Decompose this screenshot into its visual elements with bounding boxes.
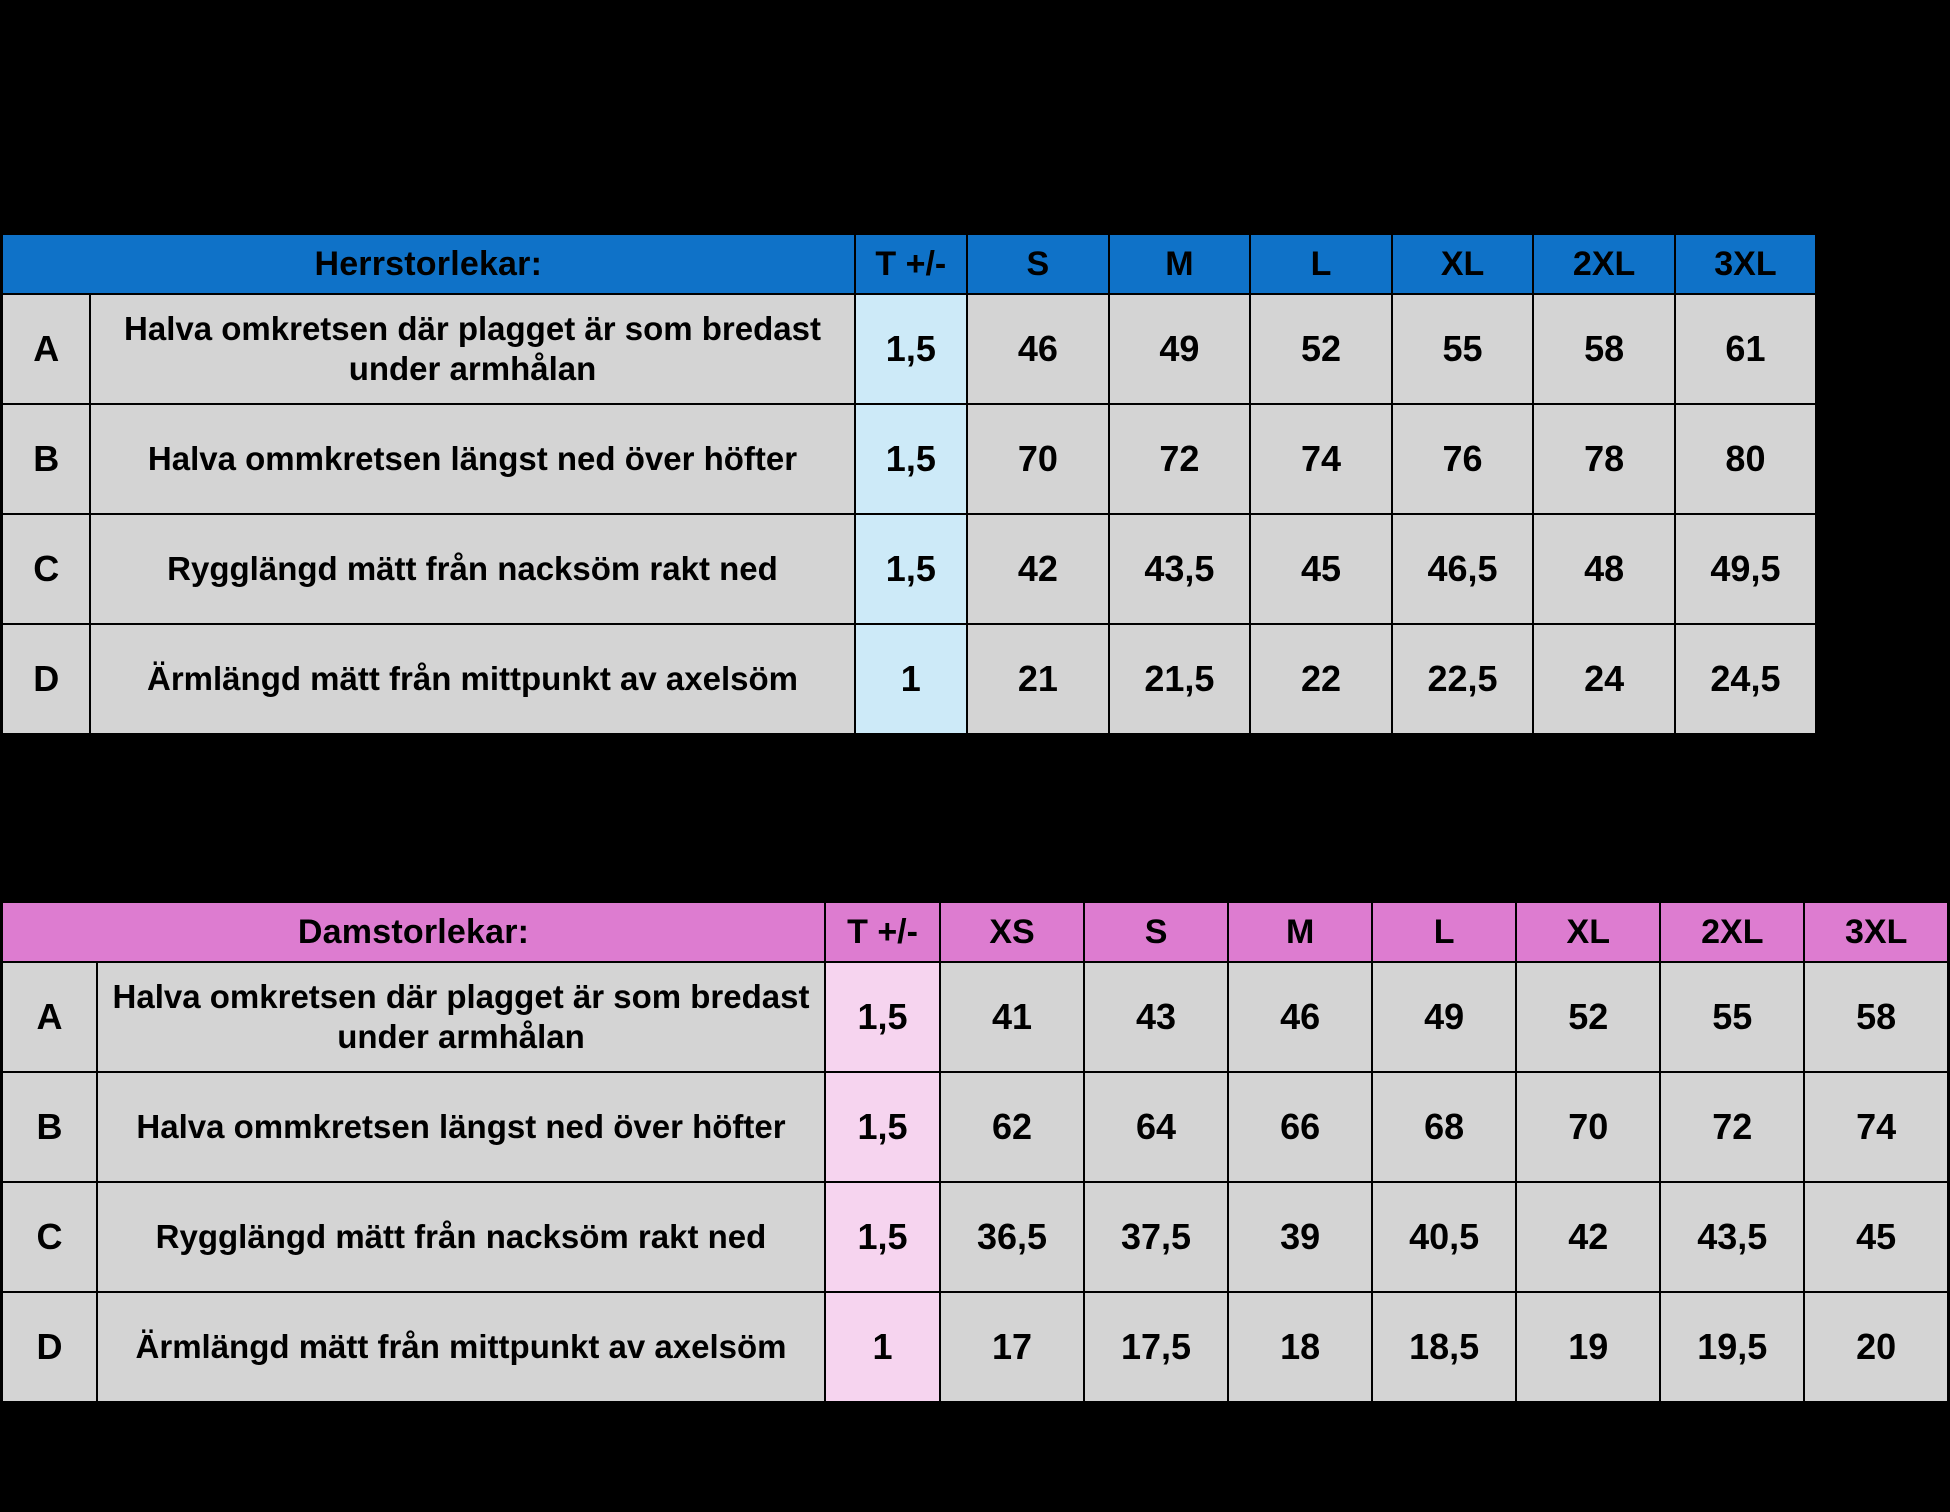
tolerance-value: 1,5 (825, 1182, 940, 1292)
measurement-description: Rygglängd mätt från nacksöm rakt ned (90, 514, 854, 624)
measurement-value: 45 (1804, 1182, 1948, 1292)
tolerance-value: 1,5 (855, 514, 968, 624)
measurement-letter: A (2, 294, 91, 404)
measurement-value: 21 (967, 624, 1109, 735)
womens-size-table (0, 900, 1950, 1404)
measurement-value: 43,5 (1109, 514, 1251, 624)
measurement-value: 17 (940, 1292, 1084, 1403)
measurement-value: 43,5 (1660, 1182, 1804, 1292)
measurement-value: 24,5 (1675, 624, 1817, 735)
measurement-value: 43 (1084, 962, 1228, 1072)
measurement-value: 61 (1675, 294, 1817, 404)
measurement-value: 52 (1516, 962, 1660, 1072)
tolerance-value: 1,5 (855, 404, 968, 514)
measurement-value: 42 (967, 514, 1109, 624)
size-column-header: XS (940, 902, 1084, 963)
womens-size-table-container (0, 900, 1950, 1404)
size-column-header: S (1084, 902, 1228, 963)
measurement-value: 42 (1516, 1182, 1660, 1292)
tolerance-column-header: T +/- (855, 234, 968, 295)
tolerance-value: 1 (825, 1292, 940, 1403)
measurement-value: 58 (1804, 962, 1948, 1072)
measurement-value: 70 (1516, 1072, 1660, 1182)
table-header-row (2, 234, 1817, 295)
measurement-value: 76 (1392, 404, 1534, 514)
measurement-value: 22 (1250, 624, 1392, 735)
measurement-value: 17,5 (1084, 1292, 1228, 1403)
measurement-description: Halva ommkretsen längst ned över höfter (90, 404, 854, 514)
size-column-header: 3XL (1804, 902, 1948, 963)
measurement-value: 74 (1804, 1072, 1948, 1182)
measurement-value: 19 (1516, 1292, 1660, 1403)
measurement-value: 64 (1084, 1072, 1228, 1182)
measurement-value: 72 (1660, 1072, 1804, 1182)
table-row (2, 514, 1817, 624)
size-column-header: M (1109, 234, 1251, 295)
measurement-value: 18 (1228, 1292, 1372, 1403)
measurement-value: 36,5 (940, 1182, 1084, 1292)
measurement-letter: B (2, 404, 91, 514)
measurement-description: Ärmlängd mätt från mittpunkt av axelsöm (90, 624, 854, 735)
table-row (2, 962, 1949, 1072)
tolerance-value: 1,5 (855, 294, 968, 404)
tolerance-value: 1,5 (825, 962, 940, 1072)
size-column-header: 2XL (1533, 234, 1675, 295)
measurement-value: 55 (1392, 294, 1534, 404)
measurement-letter: C (2, 1182, 97, 1292)
measurement-letter: B (2, 1072, 97, 1182)
measurement-value: 70 (967, 404, 1109, 514)
measurement-value: 21,5 (1109, 624, 1251, 735)
measurement-value: 40,5 (1372, 1182, 1516, 1292)
measurement-value: 45 (1250, 514, 1392, 624)
measurement-description: Halva ommkretsen längst ned över höfter (97, 1072, 825, 1182)
table-row (2, 624, 1817, 735)
table-header-row (2, 902, 1949, 963)
measurement-value: 48 (1533, 514, 1675, 624)
mens-size-table (0, 232, 1818, 736)
size-column-header: L (1250, 234, 1392, 295)
measurement-value: 78 (1533, 404, 1675, 514)
measurement-value: 37,5 (1084, 1182, 1228, 1292)
size-column-header: 2XL (1660, 902, 1804, 963)
measurement-value: 55 (1660, 962, 1804, 1072)
measurement-letter: D (2, 1292, 97, 1403)
measurement-value: 20 (1804, 1292, 1948, 1403)
measurement-value: 74 (1250, 404, 1392, 514)
size-column-header: L (1372, 902, 1516, 963)
tolerance-column-header: T +/- (825, 902, 940, 963)
measurement-value: 49,5 (1675, 514, 1817, 624)
measurement-value: 80 (1675, 404, 1817, 514)
size-column-header: M (1228, 902, 1372, 963)
measurement-value: 46,5 (1392, 514, 1534, 624)
measurement-value: 41 (940, 962, 1084, 1072)
measurement-value: 22,5 (1392, 624, 1534, 735)
measurement-value: 19,5 (1660, 1292, 1804, 1403)
measurement-description: Halva omkretsen där plagget är som bredast under armhålan (97, 962, 825, 1072)
table-title: Herrstorlekar: (2, 234, 855, 295)
measurement-value: 72 (1109, 404, 1251, 514)
table-row (2, 1292, 1949, 1403)
measurement-value: 58 (1533, 294, 1675, 404)
measurement-value: 18,5 (1372, 1292, 1516, 1403)
measurement-description: Halva omkretsen där plagget är som bredast under armhålan (90, 294, 854, 404)
size-column-header: 3XL (1675, 234, 1817, 295)
measurement-letter: D (2, 624, 91, 735)
size-column-header: XL (1392, 234, 1534, 295)
tolerance-value: 1,5 (825, 1072, 940, 1182)
measurement-value: 66 (1228, 1072, 1372, 1182)
measurement-description: Rygglängd mätt från nacksöm rakt ned (97, 1182, 825, 1292)
size-column-header: S (967, 234, 1109, 295)
measurement-value: 46 (1228, 962, 1372, 1072)
measurement-letter: A (2, 962, 97, 1072)
size-column-header: XL (1516, 902, 1660, 963)
measurement-value: 62 (940, 1072, 1084, 1182)
tolerance-value: 1 (855, 624, 968, 735)
table-row (2, 1072, 1949, 1182)
measurement-value: 39 (1228, 1182, 1372, 1292)
measurement-letter: C (2, 514, 91, 624)
measurement-value: 46 (967, 294, 1109, 404)
measurement-value: 68 (1372, 1072, 1516, 1182)
measurement-value: 24 (1533, 624, 1675, 735)
measurement-value: 49 (1109, 294, 1251, 404)
measurement-value: 49 (1372, 962, 1516, 1072)
table-row (2, 294, 1817, 404)
table-row (2, 404, 1817, 514)
measurement-value: 52 (1250, 294, 1392, 404)
table-row (2, 1182, 1949, 1292)
measurement-description: Ärmlängd mätt från mittpunkt av axelsöm (97, 1292, 825, 1403)
mens-size-table-container (0, 232, 1818, 736)
table-title: Damstorlekar: (2, 902, 826, 963)
